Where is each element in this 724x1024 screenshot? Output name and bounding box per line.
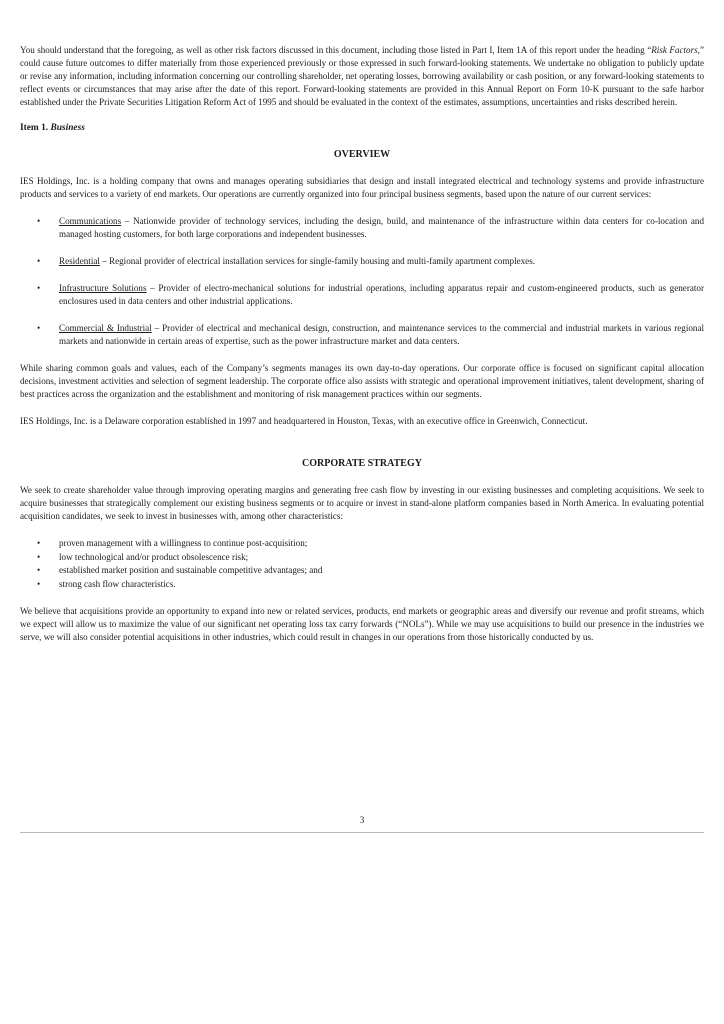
forward-looking-paragraph (20, 44, 704, 109)
characteristic-item (20, 564, 704, 578)
segment-item-infrastructure-solutions (20, 282, 704, 308)
segment-name: Infrastructure Solutions (59, 283, 147, 293)
risk-factors-reference: Risk Factors, (651, 45, 700, 55)
bullet: • (37, 256, 41, 266)
bullet: • (37, 323, 41, 333)
characteristics-list (20, 537, 704, 591)
bullet: • (37, 283, 41, 293)
overview-intro: IES Holdings, Inc. is a holding company that owns and manages operating subsidiaries that design and install integrated electrical and technology systems and provide infrastructure products and services to a variety of end markets. Our operations are currently organized into four principal business segments, based upon the nature of our current services: (20, 176, 704, 199)
bullet: • (37, 551, 41, 562)
characteristic-item (20, 537, 704, 551)
bullet: • (37, 538, 41, 548)
bullet: • (37, 216, 41, 226)
overview-title: OVERVIEW (333, 149, 391, 160)
footer-divider (20, 832, 704, 833)
strategy-intro: We seek to create shareholder value through improving operating margins and generating free cash flow by investing in our existing businesses and completing acquisitions. We seek to acquire businesses that strategically complement our existing business segments or to acquire or invest in stand-alone platform companies based in North America. In evaluating potential acquisition candidates, we seek to invest in businesses with, among other characteristics: (20, 485, 704, 521)
segment-list (20, 215, 704, 348)
forward-looking-lead: You should understand that the foregoing, as well as other risk factors discussed in this document, including those listed in Part I, Item 1A of this report under the heading “ (20, 45, 652, 55)
segment-name: Commercial & Industrial (59, 323, 152, 333)
segment-description: – Nationwide provider of technology services, including the design, build, and maintenance of the infrastructure within data centers for co-location and managed hosting customers, for both large corporations and independent businesses. (59, 216, 704, 239)
page-number: 3 (359, 815, 365, 825)
incorporation-paragraph: IES Holdings, Inc. is a Delaware corporation established in 1997 and headquartered in Houston, Texas, with an executive office in Greenwich, Connecticut. (20, 416, 588, 426)
segment-description: – Provider of electro-mechanical solutions for industrial operations, including apparatus repair and custom-engineered products, such as generator enclosures used in data centers and other industrial applications. (59, 283, 704, 306)
bullet: • (37, 565, 41, 575)
corporate-office-paragraph: While sharing common goals and values, each of the Company’s segments manages its own day-to-day operations. Our corporate office is focused on significant capital allocation decisions, investment activities and selection of segment leadership. The corporate office also assists with strategic and operational improvement initiatives, talent development, sharing of best practices across the organization and the establishment and monitoring of risk management practices within our segments. (20, 363, 704, 399)
corporate-strategy-title: CORPORATE STRATEGY (302, 458, 422, 469)
segment-item-communications (20, 215, 704, 241)
segment-item-residential (20, 255, 704, 268)
characteristic-item (20, 578, 704, 592)
item-label: Item 1. (20, 123, 49, 133)
item-heading (20, 123, 704, 133)
segment-name: Communications (59, 216, 122, 226)
bullet: • (37, 578, 41, 589)
characteristic-text: low technological and/or product obsolescence risk; (59, 551, 249, 562)
segment-name: Residential (59, 256, 100, 266)
characteristic-text: proven management with a willingness to continue post-acquisition; (59, 538, 308, 548)
item-title: Business (50, 123, 85, 133)
segment-item-commercial-industrial (20, 322, 704, 348)
forward-looking-rest: ” could cause future outcomes to differ materially from those experienced previously or those expressed in such forward-looking statements. We undertake no obligation to publicly update or revise any information, including information concerning our controlling shareholder, net operating losses, borrowing availability or cash position, or any forward-looking statements to reflect events or circumstances that may arise after the date of this report. Forward-looking statements are provided in this Annual Report on Form 10-K pursuant to the safe harbor established under the Private Securities Litigation Reform Act of 1995 and should be evaluated in the context of the estimates, assumptions, uncertainties and risks described herein. (20, 45, 704, 107)
document-page (20, 44, 704, 658)
characteristic-text: strong cash flow characteristics. (59, 578, 176, 589)
characteristic-item (20, 551, 704, 565)
characteristic-text: established market position and sustainable competitive advantages; and (59, 565, 323, 575)
strategy-closing: We believe that acquisitions provide an opportunity to expand into new or related services, products, end markets or geographic areas and diversify our revenue and profit streams, which we expect will allow us to maximize the value of our significant net operating loss tax carry forwards (“NOLs”). While we may use acquisitions to build our presence in the industries we serve, we will also consider potential acquisitions in other industries, which could result in changes in our operations from those historically conducted by us. (20, 606, 704, 642)
segment-description: – Provider of electrical and mechanical design, construction, and maintenance services to the commercial and industrial markets in various regional markets and nationwide in certain areas of expertise, such as the power infrastructure market and data centers. (59, 323, 705, 346)
segment-description: – Regional provider of electrical installation services for single-family housing and multi-family apartment complexes. (99, 256, 536, 266)
